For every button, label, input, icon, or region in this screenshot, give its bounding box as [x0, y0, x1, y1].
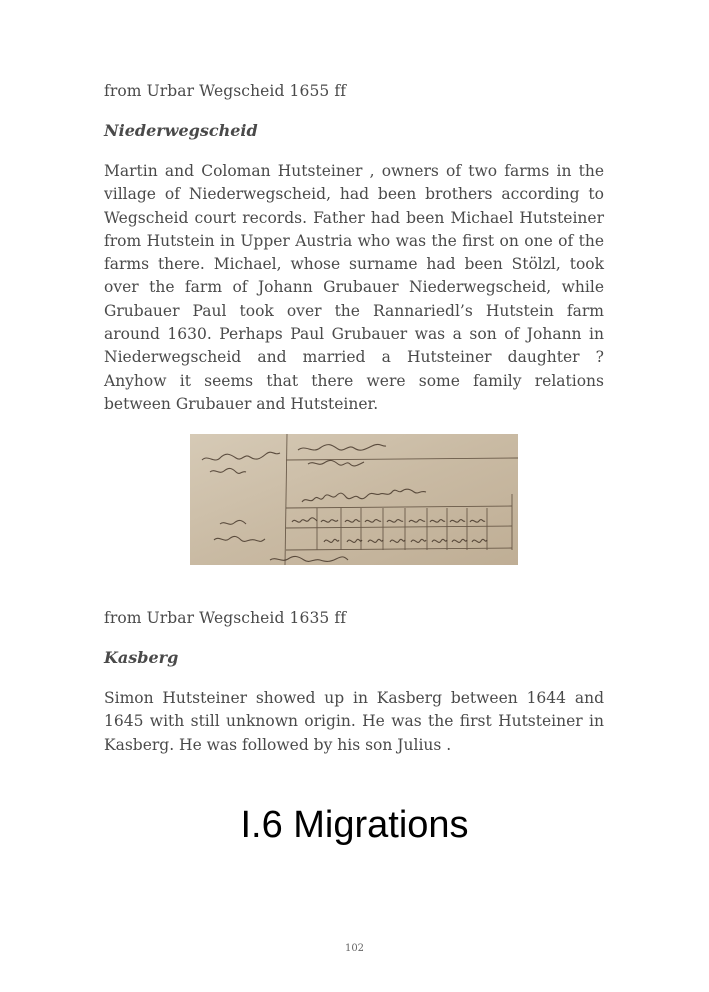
section-title: I.6 Migrations [240, 804, 469, 846]
paragraph-line: Martin and Coloman Hutsteiner , owners of two farms in the [104, 162, 604, 180]
paragraph-line: Wegscheid court records. Father had been Michael Hutsteiner [104, 208, 604, 227]
paragraph-kasberg [104, 687, 604, 757]
paragraph-line: between Grubauer and Hutsteiner. [104, 394, 379, 413]
heading-kasberg: Kasberg [104, 648, 179, 667]
manuscript-scan-image [190, 434, 518, 565]
manuscript-scan-drawing [190, 434, 518, 565]
paragraph-line: Grubauer Paul took over the Rannariedl’s Hutstein farm [104, 301, 604, 320]
paragraph-line: village of Niederwegscheid, had been brothers according to [104, 185, 604, 204]
heading-niederwegscheid: Niederwegscheid [104, 121, 258, 140]
caption-urbar-1635: from Urbar Wegscheid 1635 ff [104, 609, 347, 627]
paragraph-line: over the farm of Johann Grubauer Niederwegscheid, while [104, 278, 604, 297]
paragraph-niederwegscheid [104, 160, 604, 416]
paragraph-line: around 1630. Perhaps Paul Grubauer was a son of Johann in [104, 325, 604, 344]
caption-urbar-1655: from Urbar Wegscheid 1655 ff [104, 82, 347, 100]
page-number: 102 [344, 943, 365, 954]
paragraph-line: Anyhow it seems that there were some family relations [104, 371, 604, 390]
paragraph-line: Niederwegscheid and married a Hutsteiner daughter ? [104, 348, 604, 367]
paragraph-line: farms there. Michael, whose surname had been Stölzl, took [104, 255, 604, 274]
paragraph-line: Kasberg. He was followed by his son Julius . [104, 735, 452, 754]
paragraph-line: from Hutstein in Upper Austria who was the first on one of the [104, 231, 604, 250]
paragraph-line: Simon Hutsteiner showed up in Kasberg between 1644 and [104, 689, 604, 707]
paragraph-line: 1645 with still unknown origin. He was the first Hutsteiner in [104, 712, 604, 731]
